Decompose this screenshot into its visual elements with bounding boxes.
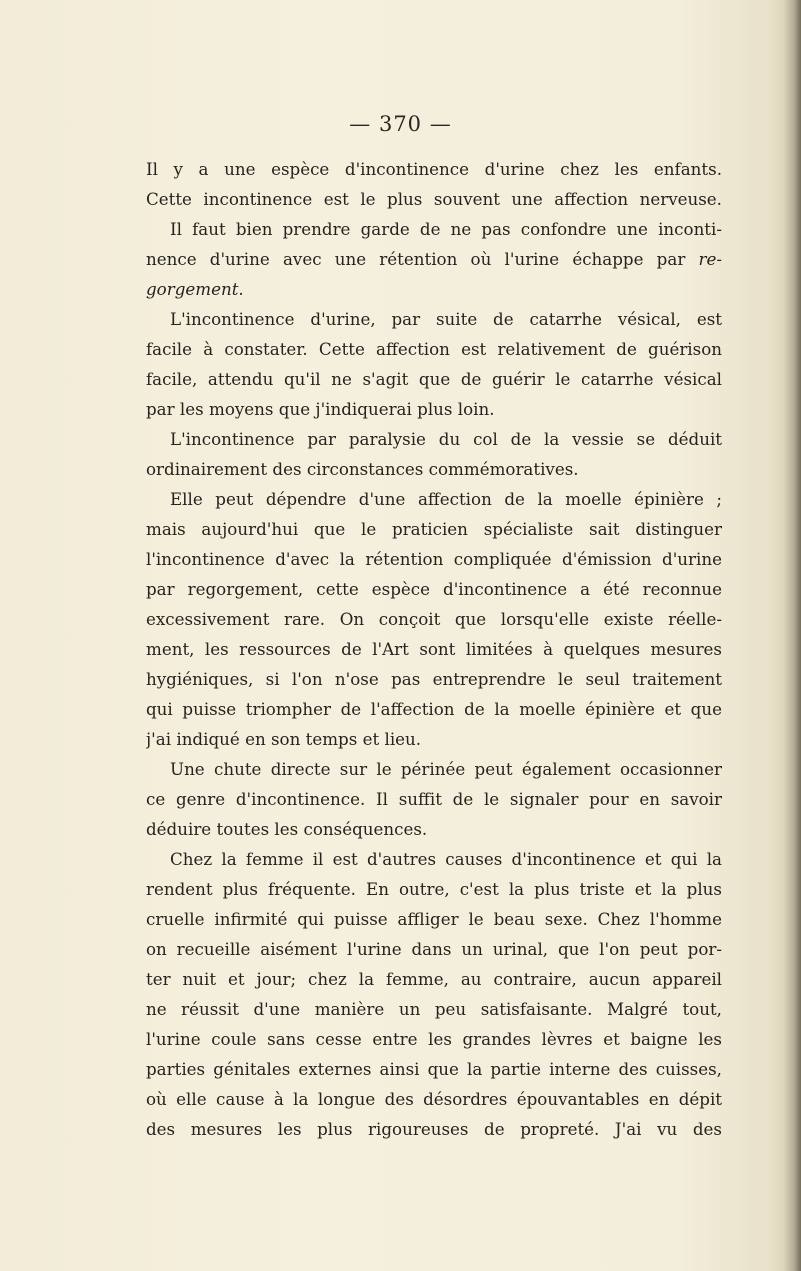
text-line: j'ai indiqué en son temps et lieu.: [146, 729, 422, 749]
italic-word: re-: [698, 249, 722, 269]
text-line: L'incontinence par paralysie du col de la vessie se déduit: [170, 429, 722, 449]
text-line: rendent plus fréquente. En outre, c'est la plus triste et la plus: [146, 879, 722, 899]
text-line: cruelle infirmité qui puisse affliger le beau sexe. Chez l'homme: [146, 909, 722, 929]
text-line: l'urine coule sans cesse entre les grandes lèvres et baigne les: [146, 1029, 722, 1049]
text-line: ce genre d'incontinence. Il suffit de le signaler pour en savoir: [146, 789, 722, 809]
text-line: ordinairement des circonstances commémoratives.: [146, 459, 579, 479]
text-line: parties génitales externes ainsi que la partie interne des cuisses,: [146, 1059, 722, 1079]
text-line: déduire toutes les conséquences.: [146, 819, 428, 839]
text-line: par les moyens que j'indiquerai plus loin.: [146, 399, 495, 419]
text-line: facile à constater. Cette affection est relativement de guérison: [146, 339, 722, 359]
text-line: par regorgement, cette espèce d'incontinence a été reconnue: [146, 579, 722, 599]
text-line: facile, attendu qu'il ne s'agit que de guérir le catarrhe vésical: [146, 369, 722, 389]
text-line: Une chute directe sur le périnée peut également occasionner: [170, 759, 722, 779]
page-number: — 370 —: [349, 112, 452, 136]
text-line-part: nence d'urine avec une rétention où l'urine échappe par: [146, 249, 686, 269]
text-line: où elle cause à la longue des désordres épouvantables en dépit: [146, 1089, 722, 1109]
text-line: Il faut bien prendre garde de ne pas confondre une inconti-: [170, 219, 722, 239]
italic-word: gorgement.: [146, 279, 244, 299]
page-edge-shadow: [783, 0, 801, 1271]
text-line: ter nuit et jour; chez la femme, au contraire, aucun appareil: [146, 969, 722, 989]
text-line: Chez la femme il est d'autres causes d'incontinence et qui la: [170, 849, 722, 869]
text-line: mais aujourd'hui que le praticien spécialiste sait distinguer: [146, 519, 722, 539]
text-line: excessivement rare. On conçoit que lorsqu'elle existe réelle-: [146, 609, 722, 629]
text-line: ne réussit d'une manière un peu satisfaisante. Malgré tout,: [146, 999, 722, 1019]
text-line: ment, les ressources de l'Art sont limitées à quelques mesures: [146, 639, 722, 659]
text-line: on recueille aisément l'urine dans un urinal, que l'on peut por-: [146, 939, 722, 959]
text-line: Il y a une espèce d'incontinence d'urine chez les enfants.: [146, 159, 722, 179]
text-line: [146, 244, 722, 274]
body-text: [146, 154, 722, 1144]
text-line: L'incontinence d'urine, par suite de catarrhe vésical, est: [170, 309, 722, 329]
text-line: hygiéniques, si l'on n'ose pas entreprendre le seul traitement: [146, 669, 722, 689]
text-line: Cette incontinence est le plus souvent une affection nerveuse.: [146, 189, 722, 209]
text-line: l'incontinence d'avec la rétention compliquée d'émission d'urine: [146, 549, 722, 569]
text-line: qui puisse triompher de l'affection de la moelle épinière et que: [146, 699, 722, 719]
text-line: des mesures les plus rigoureuses de propreté. J'ai vu des: [146, 1119, 722, 1139]
text-line: [146, 274, 722, 304]
text-line: Elle peut dépendre d'une affection de la moelle épinière ;: [170, 489, 722, 509]
